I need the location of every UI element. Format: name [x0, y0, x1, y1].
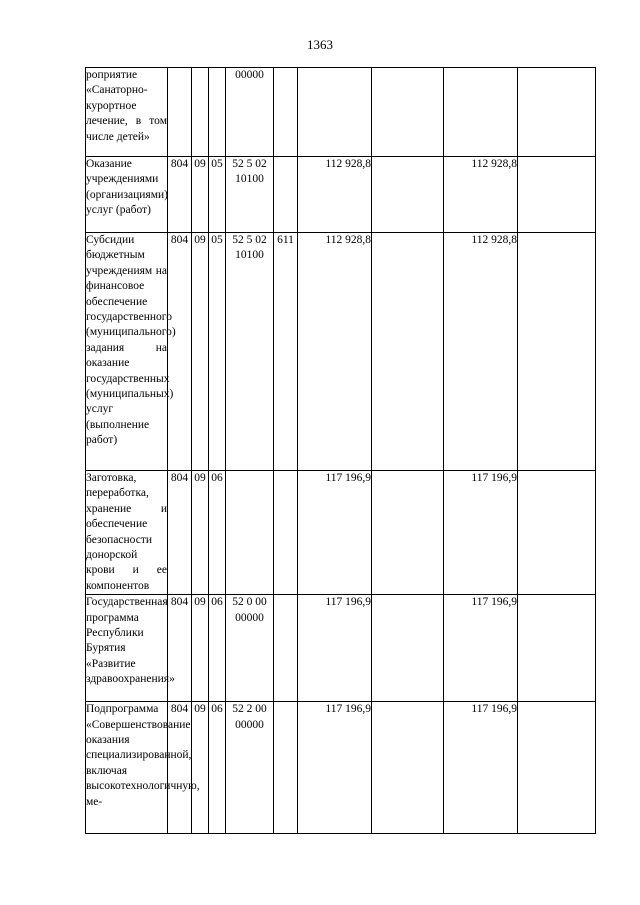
- row-name-cell: Субсидии бюджетным учреждениям на финансовое обеспечение государственного (муниципального) задания на оказание государственных (муниципальных) услуг (выполнение работ): [86, 233, 168, 471]
- empty-cell: [372, 68, 444, 157]
- subsection-code-cell: 06: [209, 595, 226, 702]
- row-name-cell: Заготовка, переработка, хранение и обеспечение безопасности донорской крови и ее компонентов: [86, 471, 168, 595]
- empty-cell: [518, 702, 596, 834]
- empty-cell: [372, 157, 444, 233]
- ministry-code-cell: 804: [168, 595, 192, 702]
- target-article-cell: 00000: [226, 68, 274, 157]
- table-row: [86, 233, 596, 471]
- section-code-cell: 09: [192, 471, 209, 595]
- row-name-cell: роприятие «Санаторно-курортное лечение, в том числе детей»: [86, 68, 168, 157]
- expense-type-cell: [274, 595, 298, 702]
- subsection-code-cell: 05: [209, 233, 226, 471]
- section-code-cell: 09: [192, 233, 209, 471]
- section-code-cell: 09: [192, 157, 209, 233]
- table-row: [86, 595, 596, 702]
- ministry-code-cell: 804: [168, 702, 192, 834]
- empty-cell: [518, 68, 596, 157]
- subsection-code-cell: [209, 68, 226, 157]
- row-name-cell: Подпрограмма «Совершенствование оказания специализированной, включая высокотехнологичную, ме-: [86, 702, 168, 834]
- section-code-cell: [192, 68, 209, 157]
- amount-cell: 117 196,9: [444, 595, 518, 702]
- amount-cell: 112 928,8: [298, 157, 372, 233]
- expense-type-cell: [274, 68, 298, 157]
- subsection-code-cell: 06: [209, 702, 226, 834]
- empty-cell: [372, 471, 444, 595]
- expense-type-cell: [274, 157, 298, 233]
- ministry-code-cell: 804: [168, 471, 192, 595]
- section-code-cell: 09: [192, 595, 209, 702]
- table-row: [86, 68, 596, 157]
- row-name-cell: Государственная программа Республики Бурятия «Развитие здравоохранения»: [86, 595, 168, 702]
- table-row: [86, 157, 596, 233]
- amount-cell: 117 196,9: [444, 471, 518, 595]
- target-article-cell: [226, 471, 274, 595]
- target-article-cell: 52 2 00 00000: [226, 702, 274, 834]
- empty-cell: [518, 233, 596, 471]
- expense-type-cell: 611: [274, 233, 298, 471]
- amount-cell: 117 196,9: [298, 471, 372, 595]
- amount-cell: 117 196,9: [298, 702, 372, 834]
- row-name-cell: Оказание учреждениями (организациями) услуг (работ): [86, 157, 168, 233]
- ministry-code-cell: [168, 68, 192, 157]
- target-article-cell: 52 0 00 00000: [226, 595, 274, 702]
- target-article-cell: 52 5 02 10100: [226, 233, 274, 471]
- ministry-code-cell: 804: [168, 157, 192, 233]
- section-code-cell: 09: [192, 702, 209, 834]
- empty-cell: [518, 595, 596, 702]
- amount-cell: 112 928,8: [444, 157, 518, 233]
- subsection-code-cell: 06: [209, 471, 226, 595]
- expense-type-cell: [274, 702, 298, 834]
- subsection-code-cell: 05: [209, 157, 226, 233]
- empty-cell: [372, 702, 444, 834]
- amount-cell: 112 928,8: [444, 233, 518, 471]
- empty-cell: [372, 233, 444, 471]
- table-row: [86, 702, 596, 834]
- amount-cell: [298, 68, 372, 157]
- amount-cell: [444, 68, 518, 157]
- empty-cell: [518, 157, 596, 233]
- amount-cell: 117 196,9: [444, 702, 518, 834]
- empty-cell: [518, 471, 596, 595]
- empty-cell: [372, 595, 444, 702]
- expense-type-cell: [274, 471, 298, 595]
- target-article-cell: 52 5 02 10100: [226, 157, 274, 233]
- amount-cell: 117 196,9: [298, 595, 372, 702]
- page-number: 1363: [307, 37, 333, 52]
- amount-cell: 112 928,8: [298, 233, 372, 471]
- table-row: [86, 471, 596, 595]
- budget-table: [85, 67, 596, 834]
- ministry-code-cell: 804: [168, 233, 192, 471]
